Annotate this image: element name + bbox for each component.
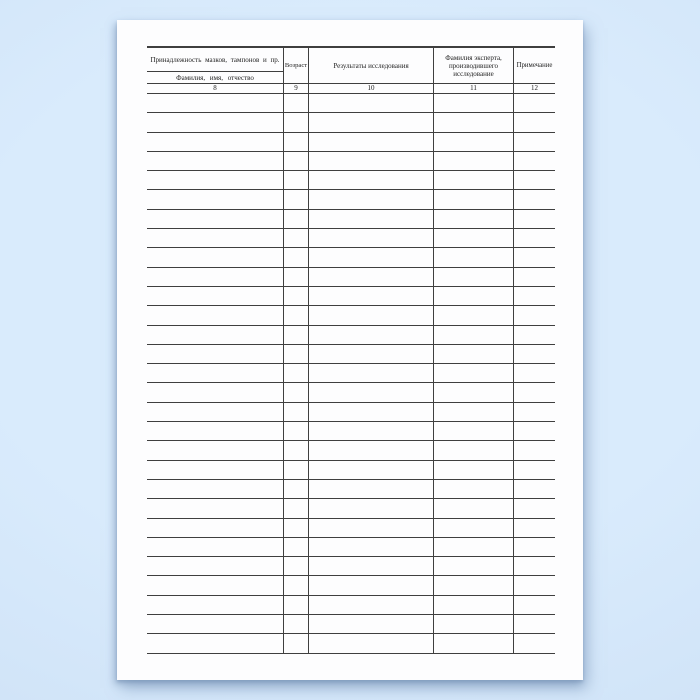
column-number-9: 9 bbox=[283, 84, 308, 93]
header-cell-ownership bbox=[147, 48, 283, 83]
cell-results bbox=[308, 268, 433, 286]
header-cell-expert: Фамилия эксперта, производившего исследование bbox=[433, 48, 513, 83]
cell-results bbox=[308, 480, 433, 498]
cell-note bbox=[513, 248, 555, 266]
cell-note bbox=[513, 229, 555, 247]
table-row bbox=[147, 615, 555, 634]
cell-results bbox=[308, 634, 433, 652]
cell-ownership bbox=[147, 519, 283, 537]
cell-age bbox=[283, 615, 308, 633]
cell-note bbox=[513, 422, 555, 440]
cell-age bbox=[283, 229, 308, 247]
cell-expert bbox=[433, 461, 513, 479]
cell-expert bbox=[433, 557, 513, 575]
cell-ownership bbox=[147, 248, 283, 266]
cell-note bbox=[513, 538, 555, 556]
cell-results bbox=[308, 248, 433, 266]
cell-age bbox=[283, 248, 308, 266]
table-row bbox=[147, 94, 555, 113]
cell-age bbox=[283, 152, 308, 170]
cell-age bbox=[283, 210, 308, 228]
column-number-12: 12 bbox=[513, 84, 555, 93]
cell-ownership bbox=[147, 229, 283, 247]
cell-ownership bbox=[147, 287, 283, 305]
cell-note bbox=[513, 441, 555, 459]
cell-ownership bbox=[147, 634, 283, 652]
cell-expert bbox=[433, 268, 513, 286]
header-row bbox=[147, 48, 555, 84]
cell-ownership bbox=[147, 210, 283, 228]
table-row bbox=[147, 287, 555, 306]
cell-age bbox=[283, 441, 308, 459]
cell-results bbox=[308, 461, 433, 479]
cell-age bbox=[283, 364, 308, 382]
cell-age bbox=[283, 113, 308, 131]
cell-note bbox=[513, 152, 555, 170]
cell-note bbox=[513, 576, 555, 594]
table-row bbox=[147, 403, 555, 422]
cell-ownership bbox=[147, 576, 283, 594]
cell-note bbox=[513, 461, 555, 479]
cell-age bbox=[283, 499, 308, 517]
cell-ownership bbox=[147, 499, 283, 517]
cell-note bbox=[513, 519, 555, 537]
table-row bbox=[147, 190, 555, 209]
cell-note bbox=[513, 634, 555, 652]
cell-expert bbox=[433, 229, 513, 247]
cell-results bbox=[308, 133, 433, 151]
cell-note bbox=[513, 383, 555, 401]
table-row bbox=[147, 499, 555, 518]
table-row bbox=[147, 210, 555, 229]
cell-expert bbox=[433, 210, 513, 228]
cell-note bbox=[513, 615, 555, 633]
cell-results bbox=[308, 383, 433, 401]
cell-age bbox=[283, 461, 308, 479]
cell-ownership bbox=[147, 345, 283, 363]
cell-results bbox=[308, 364, 433, 382]
cell-note bbox=[513, 326, 555, 344]
cell-expert bbox=[433, 171, 513, 189]
cell-note bbox=[513, 171, 555, 189]
table-row bbox=[147, 634, 555, 653]
cell-results bbox=[308, 499, 433, 517]
cell-results bbox=[308, 345, 433, 363]
table-row bbox=[147, 538, 555, 557]
cell-expert bbox=[433, 499, 513, 517]
cell-age bbox=[283, 383, 308, 401]
header-cell-age: Возраст bbox=[283, 48, 308, 83]
cell-ownership bbox=[147, 190, 283, 208]
cell-ownership bbox=[147, 133, 283, 151]
cell-ownership bbox=[147, 268, 283, 286]
cell-note bbox=[513, 133, 555, 151]
cell-ownership bbox=[147, 538, 283, 556]
cell-note bbox=[513, 596, 555, 614]
cell-expert bbox=[433, 113, 513, 131]
table-row bbox=[147, 326, 555, 345]
cell-expert bbox=[433, 383, 513, 401]
cell-age bbox=[283, 326, 308, 344]
cell-results bbox=[308, 171, 433, 189]
table-row bbox=[147, 268, 555, 287]
cell-results bbox=[308, 113, 433, 131]
table-row bbox=[147, 306, 555, 325]
table-row bbox=[147, 364, 555, 383]
cell-expert bbox=[433, 94, 513, 112]
cell-ownership bbox=[147, 480, 283, 498]
table-row bbox=[147, 519, 555, 538]
cell-expert bbox=[433, 306, 513, 324]
cell-results bbox=[308, 94, 433, 112]
cell-expert bbox=[433, 287, 513, 305]
cell-results bbox=[308, 557, 433, 575]
cell-note bbox=[513, 480, 555, 498]
cell-ownership bbox=[147, 557, 283, 575]
cell-ownership bbox=[147, 403, 283, 421]
cell-age bbox=[283, 538, 308, 556]
cell-note bbox=[513, 210, 555, 228]
cell-results bbox=[308, 326, 433, 344]
cell-ownership bbox=[147, 94, 283, 112]
cell-expert bbox=[433, 615, 513, 633]
cell-ownership bbox=[147, 441, 283, 459]
cell-age bbox=[283, 422, 308, 440]
cell-age bbox=[283, 268, 308, 286]
cell-expert bbox=[433, 634, 513, 652]
cell-note bbox=[513, 113, 555, 131]
table-row bbox=[147, 461, 555, 480]
cell-results bbox=[308, 422, 433, 440]
cell-results bbox=[308, 403, 433, 421]
cell-age bbox=[283, 171, 308, 189]
cell-ownership bbox=[147, 615, 283, 633]
cell-age bbox=[283, 557, 308, 575]
cell-age bbox=[283, 596, 308, 614]
cell-results bbox=[308, 615, 433, 633]
cell-ownership bbox=[147, 461, 283, 479]
cell-ownership bbox=[147, 364, 283, 382]
column-numbers-row bbox=[147, 84, 555, 94]
table-row bbox=[147, 576, 555, 595]
table-row bbox=[147, 480, 555, 499]
cell-ownership bbox=[147, 383, 283, 401]
cell-ownership bbox=[147, 171, 283, 189]
cell-ownership bbox=[147, 596, 283, 614]
cell-ownership bbox=[147, 113, 283, 131]
cell-note bbox=[513, 345, 555, 363]
header-cell-note: Примечание bbox=[513, 48, 555, 83]
cell-age bbox=[283, 287, 308, 305]
table-body bbox=[147, 94, 555, 654]
cell-age bbox=[283, 190, 308, 208]
table-row bbox=[147, 441, 555, 460]
cell-note bbox=[513, 557, 555, 575]
cell-age bbox=[283, 634, 308, 652]
cell-expert bbox=[433, 326, 513, 344]
cell-ownership bbox=[147, 422, 283, 440]
cell-age bbox=[283, 94, 308, 112]
cell-ownership bbox=[147, 152, 283, 170]
cell-note bbox=[513, 306, 555, 324]
cell-expert bbox=[433, 345, 513, 363]
cell-age bbox=[283, 403, 308, 421]
cell-results bbox=[308, 441, 433, 459]
cell-note bbox=[513, 268, 555, 286]
cell-age bbox=[283, 345, 308, 363]
cell-expert bbox=[433, 576, 513, 594]
table-row bbox=[147, 557, 555, 576]
cell-note bbox=[513, 403, 555, 421]
cell-results bbox=[308, 152, 433, 170]
cell-expert bbox=[433, 133, 513, 151]
cell-expert bbox=[433, 441, 513, 459]
table-row bbox=[147, 113, 555, 132]
cell-age bbox=[283, 133, 308, 151]
cell-ownership bbox=[147, 326, 283, 344]
cell-ownership bbox=[147, 306, 283, 324]
table-row bbox=[147, 248, 555, 267]
cell-expert bbox=[433, 596, 513, 614]
table-row bbox=[147, 345, 555, 364]
cell-expert bbox=[433, 519, 513, 537]
cell-note bbox=[513, 287, 555, 305]
cell-results bbox=[308, 596, 433, 614]
cell-results bbox=[308, 519, 433, 537]
cell-expert bbox=[433, 480, 513, 498]
cell-expert bbox=[433, 538, 513, 556]
table-row bbox=[147, 171, 555, 190]
cell-results bbox=[308, 190, 433, 208]
table-row bbox=[147, 596, 555, 615]
cell-age bbox=[283, 480, 308, 498]
table-header bbox=[147, 48, 555, 94]
header-ownership-title: Принадлежность мазков, тампонов и пр. bbox=[147, 48, 283, 72]
table-row bbox=[147, 422, 555, 441]
cell-results bbox=[308, 538, 433, 556]
cell-note bbox=[513, 190, 555, 208]
cell-results bbox=[308, 229, 433, 247]
cell-age bbox=[283, 519, 308, 537]
column-number-11: 11 bbox=[433, 84, 513, 93]
cell-expert bbox=[433, 403, 513, 421]
column-number-10: 10 bbox=[308, 84, 433, 93]
cell-note bbox=[513, 364, 555, 382]
cell-expert bbox=[433, 190, 513, 208]
document-page bbox=[117, 20, 583, 680]
header-ownership-fullname: Фамилия, имя, отчество bbox=[176, 73, 254, 82]
cell-note bbox=[513, 499, 555, 517]
cell-age bbox=[283, 576, 308, 594]
cell-results bbox=[308, 287, 433, 305]
cell-expert bbox=[433, 422, 513, 440]
header-cell-results: Результаты исследования bbox=[308, 48, 433, 83]
cell-expert bbox=[433, 152, 513, 170]
cell-note bbox=[513, 94, 555, 112]
column-number-8: 8 bbox=[213, 84, 217, 92]
table-row bbox=[147, 133, 555, 152]
cell-results bbox=[308, 210, 433, 228]
cell-results bbox=[308, 576, 433, 594]
cell-expert bbox=[433, 364, 513, 382]
table-row bbox=[147, 152, 555, 171]
registration-table bbox=[147, 46, 555, 654]
cell-results bbox=[308, 306, 433, 324]
cell-age bbox=[283, 306, 308, 324]
table-row bbox=[147, 229, 555, 248]
cell-expert bbox=[433, 248, 513, 266]
table-row bbox=[147, 383, 555, 402]
